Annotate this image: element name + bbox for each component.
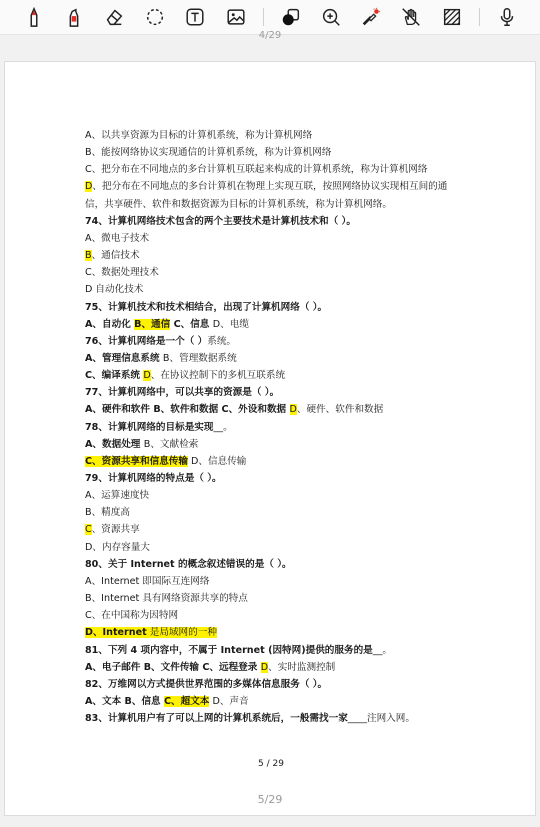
hand-tool-icon[interactable] xyxy=(399,5,423,29)
text-segment: 75、计算机技术和技术相结合，出现了计算机网络（ ）。 xyxy=(85,301,328,313)
text-line xyxy=(85,712,415,725)
highlighted-text: B xyxy=(85,250,92,262)
text-line xyxy=(85,146,331,159)
text-segment: D 自动化技术 xyxy=(85,284,144,296)
text-segment: D、内存容量大 xyxy=(85,541,150,553)
text-line xyxy=(85,421,233,434)
text-line xyxy=(85,266,159,279)
text-line xyxy=(85,523,140,536)
text-line xyxy=(85,301,327,314)
pen-icon[interactable] xyxy=(22,5,46,29)
text-segment: B、能按网络协议实现通信的计算机系统，称为计算机网络 xyxy=(85,147,332,159)
text-segment: 、实时监测控制 xyxy=(268,661,336,673)
text-segment: A、管理信息系统 xyxy=(85,352,163,364)
text-line xyxy=(85,575,209,588)
highlighter-icon[interactable] xyxy=(62,5,86,29)
text-line xyxy=(85,403,383,416)
highlighted-text: D、Internet xyxy=(85,627,147,639)
text-segment: A、自动化 xyxy=(85,318,135,330)
text-segment: A、数据处理 xyxy=(85,438,144,450)
text-segment: D、信息传输 xyxy=(187,455,247,467)
text-segment: A、Internet 即国际互连网络 xyxy=(85,575,210,587)
text-line xyxy=(85,506,130,519)
text-segment: C、编译系统 xyxy=(85,370,144,382)
text-line xyxy=(85,678,327,691)
text-segment: A、运算速度快 xyxy=(85,490,150,502)
text-line xyxy=(85,558,292,571)
text-segment: C、在中国称为因特网 xyxy=(85,610,179,622)
text-segment: B、文献检索 xyxy=(143,438,199,450)
text-segment: D、电缆 xyxy=(212,318,249,330)
highlighted-text: D xyxy=(85,181,93,193)
text-line xyxy=(85,369,285,382)
text-line xyxy=(85,695,249,708)
text-line xyxy=(85,283,143,296)
text-segment: C、把分布在不同地点的多台计算机互联起来构成的计算机系统，称为计算机网络 xyxy=(85,164,428,176)
highlighted-text: C、资源共享和信息传输 xyxy=(85,455,188,467)
text-segment: 77、计算机网络中，可以共享的资源是（ ）。 xyxy=(85,387,280,399)
document-page xyxy=(4,61,536,816)
text-line xyxy=(85,438,198,451)
text-line xyxy=(85,644,392,657)
text-line xyxy=(85,661,335,674)
text-segment: A、微电子技术 xyxy=(85,232,150,244)
text-box-icon[interactable] xyxy=(183,5,207,29)
text-line xyxy=(85,386,279,399)
highlighted-text: 是局域网的一种 xyxy=(146,627,217,639)
highlighted-text: D xyxy=(260,661,269,673)
text-line xyxy=(85,198,392,211)
text-line xyxy=(85,215,356,228)
text-line xyxy=(85,472,222,485)
text-segment: __。 xyxy=(372,644,392,656)
page-footer-number: 5 / 29 xyxy=(258,759,284,769)
text-segment: 82、万维网以方式提供世界范围的多媒体信息服务（ ）。 xyxy=(85,678,328,690)
text-segment: A、电子邮件 B、文件传输 C、远程登录 xyxy=(85,661,261,673)
text-segment: A、硬件和软件 B、软件和数据 C、外设和数据 xyxy=(85,404,290,416)
text-segment: C、数据处理技术 xyxy=(85,267,159,279)
text-line xyxy=(85,180,447,193)
text-segment: 、通信技术 xyxy=(91,250,140,262)
text-segment: D、声音 xyxy=(209,695,249,707)
laser-pointer-icon[interactable] xyxy=(359,5,383,29)
text-line xyxy=(85,352,237,365)
shapes-icon[interactable] xyxy=(279,5,303,29)
text-line xyxy=(85,335,236,348)
eraser-icon[interactable] xyxy=(102,5,126,29)
text-segment: 系统。 xyxy=(207,335,237,347)
previous-page-indicator: 4/29 xyxy=(258,30,282,41)
highlighted-text: C、超文本 xyxy=(163,695,210,707)
text-segment: 、在协议控制下的多机互联系统 xyxy=(150,370,286,382)
text-line xyxy=(85,249,140,262)
text-line xyxy=(85,455,246,468)
text-line xyxy=(85,489,149,502)
text-segment: 信，共享硬件、软件和数据资源为目标的计算机系统，称为计算机网络。 xyxy=(85,198,392,210)
lasso-icon[interactable] xyxy=(143,5,167,29)
text-segment: A、文本 B、信息 xyxy=(85,695,164,707)
text-line xyxy=(85,129,312,142)
highlighted-text: C xyxy=(85,524,92,536)
text-segment: 、硬件、软件和数据 xyxy=(296,404,384,416)
zoom-icon[interactable] xyxy=(319,5,343,29)
image-icon[interactable] xyxy=(224,5,248,29)
text-segment: B、精度高 xyxy=(85,507,130,519)
text-segment: 、把分布在不同地点的多台计算机在物理上实现互联，按照网络协议实现相互间的通 xyxy=(92,181,448,193)
text-segment: A、以共享资源为目标的计算机系统，称为计算机网络 xyxy=(85,130,313,141)
text-segment: 80、关于 Internet 的概念叙述错误的是（ ）。 xyxy=(85,558,292,570)
text-segment: C、信息 xyxy=(170,318,213,330)
text-segment: 78、计算机网络的目标是实现 xyxy=(85,421,214,433)
text-segment: ____注网入网。 xyxy=(347,713,415,725)
text-segment: __。 xyxy=(213,421,233,433)
microphone-icon[interactable] xyxy=(495,5,519,29)
highlighted-text: D xyxy=(143,370,151,382)
text-segment: 83、计算机用户有了可以上网的计算机系统后，一般需找一家 xyxy=(85,713,348,725)
text-line xyxy=(85,609,178,622)
text-segment: 79、计算机网络的特点是（ ）。 xyxy=(85,473,222,484)
highlighted-text: D xyxy=(289,404,297,416)
text-segment: B、管理数据系统 xyxy=(162,352,237,364)
text-line xyxy=(85,163,427,176)
current-page-indicator: 5/29 xyxy=(257,793,283,806)
text-line xyxy=(85,318,249,331)
text-line xyxy=(85,592,248,605)
text-segment: B、Internet 具有网络资源共享的特点 xyxy=(85,593,248,605)
pattern-icon[interactable] xyxy=(440,5,464,29)
text-line xyxy=(85,232,149,245)
text-segment: 、资源共享 xyxy=(91,524,140,536)
highlighted-text: B、通信 xyxy=(134,318,171,330)
text-line xyxy=(85,626,217,639)
text-segment: 74、计算机网络技术包含的两个主要技术是计算机技术和（ ）。 xyxy=(85,215,356,227)
text-segment: 81、下列 4 项内容中，不属于 Internet (因特网)提供的服务的是 xyxy=(85,644,373,656)
text-line xyxy=(85,541,150,554)
text-segment: 76、计算机网络是一个（ ） xyxy=(85,335,208,347)
